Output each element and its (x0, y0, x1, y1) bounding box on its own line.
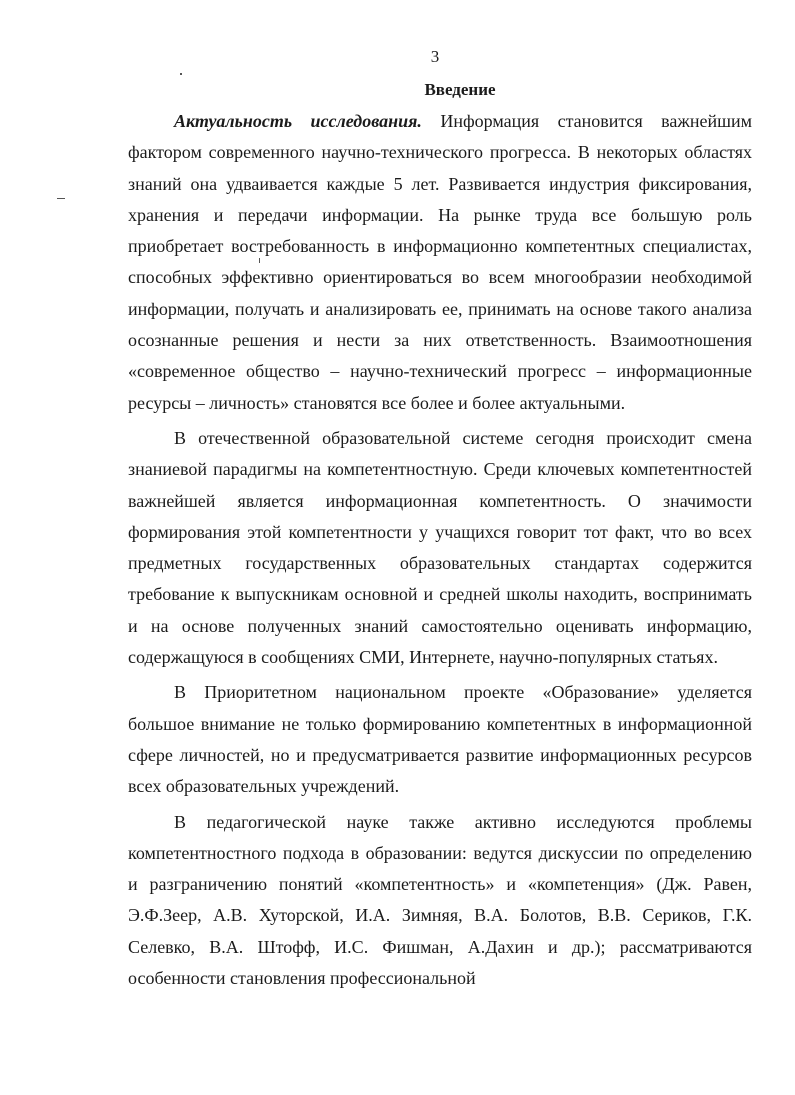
paragraph-relevance (128, 106, 752, 419)
paragraph-lead: Актуальность исследования. (174, 111, 422, 131)
scan-speck (259, 258, 260, 263)
paragraph-pedagogical-science: В педагогической науке также активно исследуются проблемы компетентностного подхода в образовании: ведутся дискуссии по определению и разграничению понятий «компетентность» и «компетенция» (Дж. Равен, Э.Ф.Зеер, А.В. Хуторской, И.А. Зимняя, В.А. Болотов, В.В. Сериков, Г.К. Селевко, В.А. Штофф, И.С. Фишман, А.Дахин и др.); рассматриваются особенности становления профессиональной (128, 811, 752, 989)
section-title: Введение (424, 80, 496, 99)
paragraph-education-system: В отечественной образовательной системе сегодня происходит смена знаниевой парадигмы на компетентностную. Среди ключевых компетентностей важнейшей является информационная компетентность. О значимости формирования этой компетентности у учащихся говорит тот факт, что во всех предметных государственных образовательных стандартах содержится требование к выпускникам основной и средней школы находить, воспринимать и на основе полученных знаний самостоятельно оценивать информацию, содержащуюся в сообщениях СМИ, Интернете, научно-популярных статьях. (128, 427, 752, 668)
paragraph-national-project: В Приоритетном национальном проекте «Образование» уделяется большое внимание не только формированию компетентных в информационной сфере личностей, но и предусматривается развитие информационных ресурсов всех образовательных учреждений. (128, 682, 752, 797)
paragraph-text: Информация становится важнейшим фактором современного научно-технического прогресса. В некоторых областях знаний она удваивается каждые 5 лет. Развивается индустрия фиксирования, хранения и передачи информации. На рынке труда все большую роль приобретает востребованность в информационно компетентных специалистах, способных эффективно ориентироваться во всем многообразии необходимой информации, получать и анализировать ее, принимать на основе такого анализа осознанные решения и нести за них ответственность. Взаимоотношения «современное общество – научно-технический прогресс – информационные ресурсы – личность» становятся все более и более актуальными. (128, 111, 752, 413)
body-text (128, 106, 752, 998)
scan-speck (180, 73, 182, 75)
scan-speck (57, 198, 65, 199)
page-number: 3 (430, 47, 440, 66)
